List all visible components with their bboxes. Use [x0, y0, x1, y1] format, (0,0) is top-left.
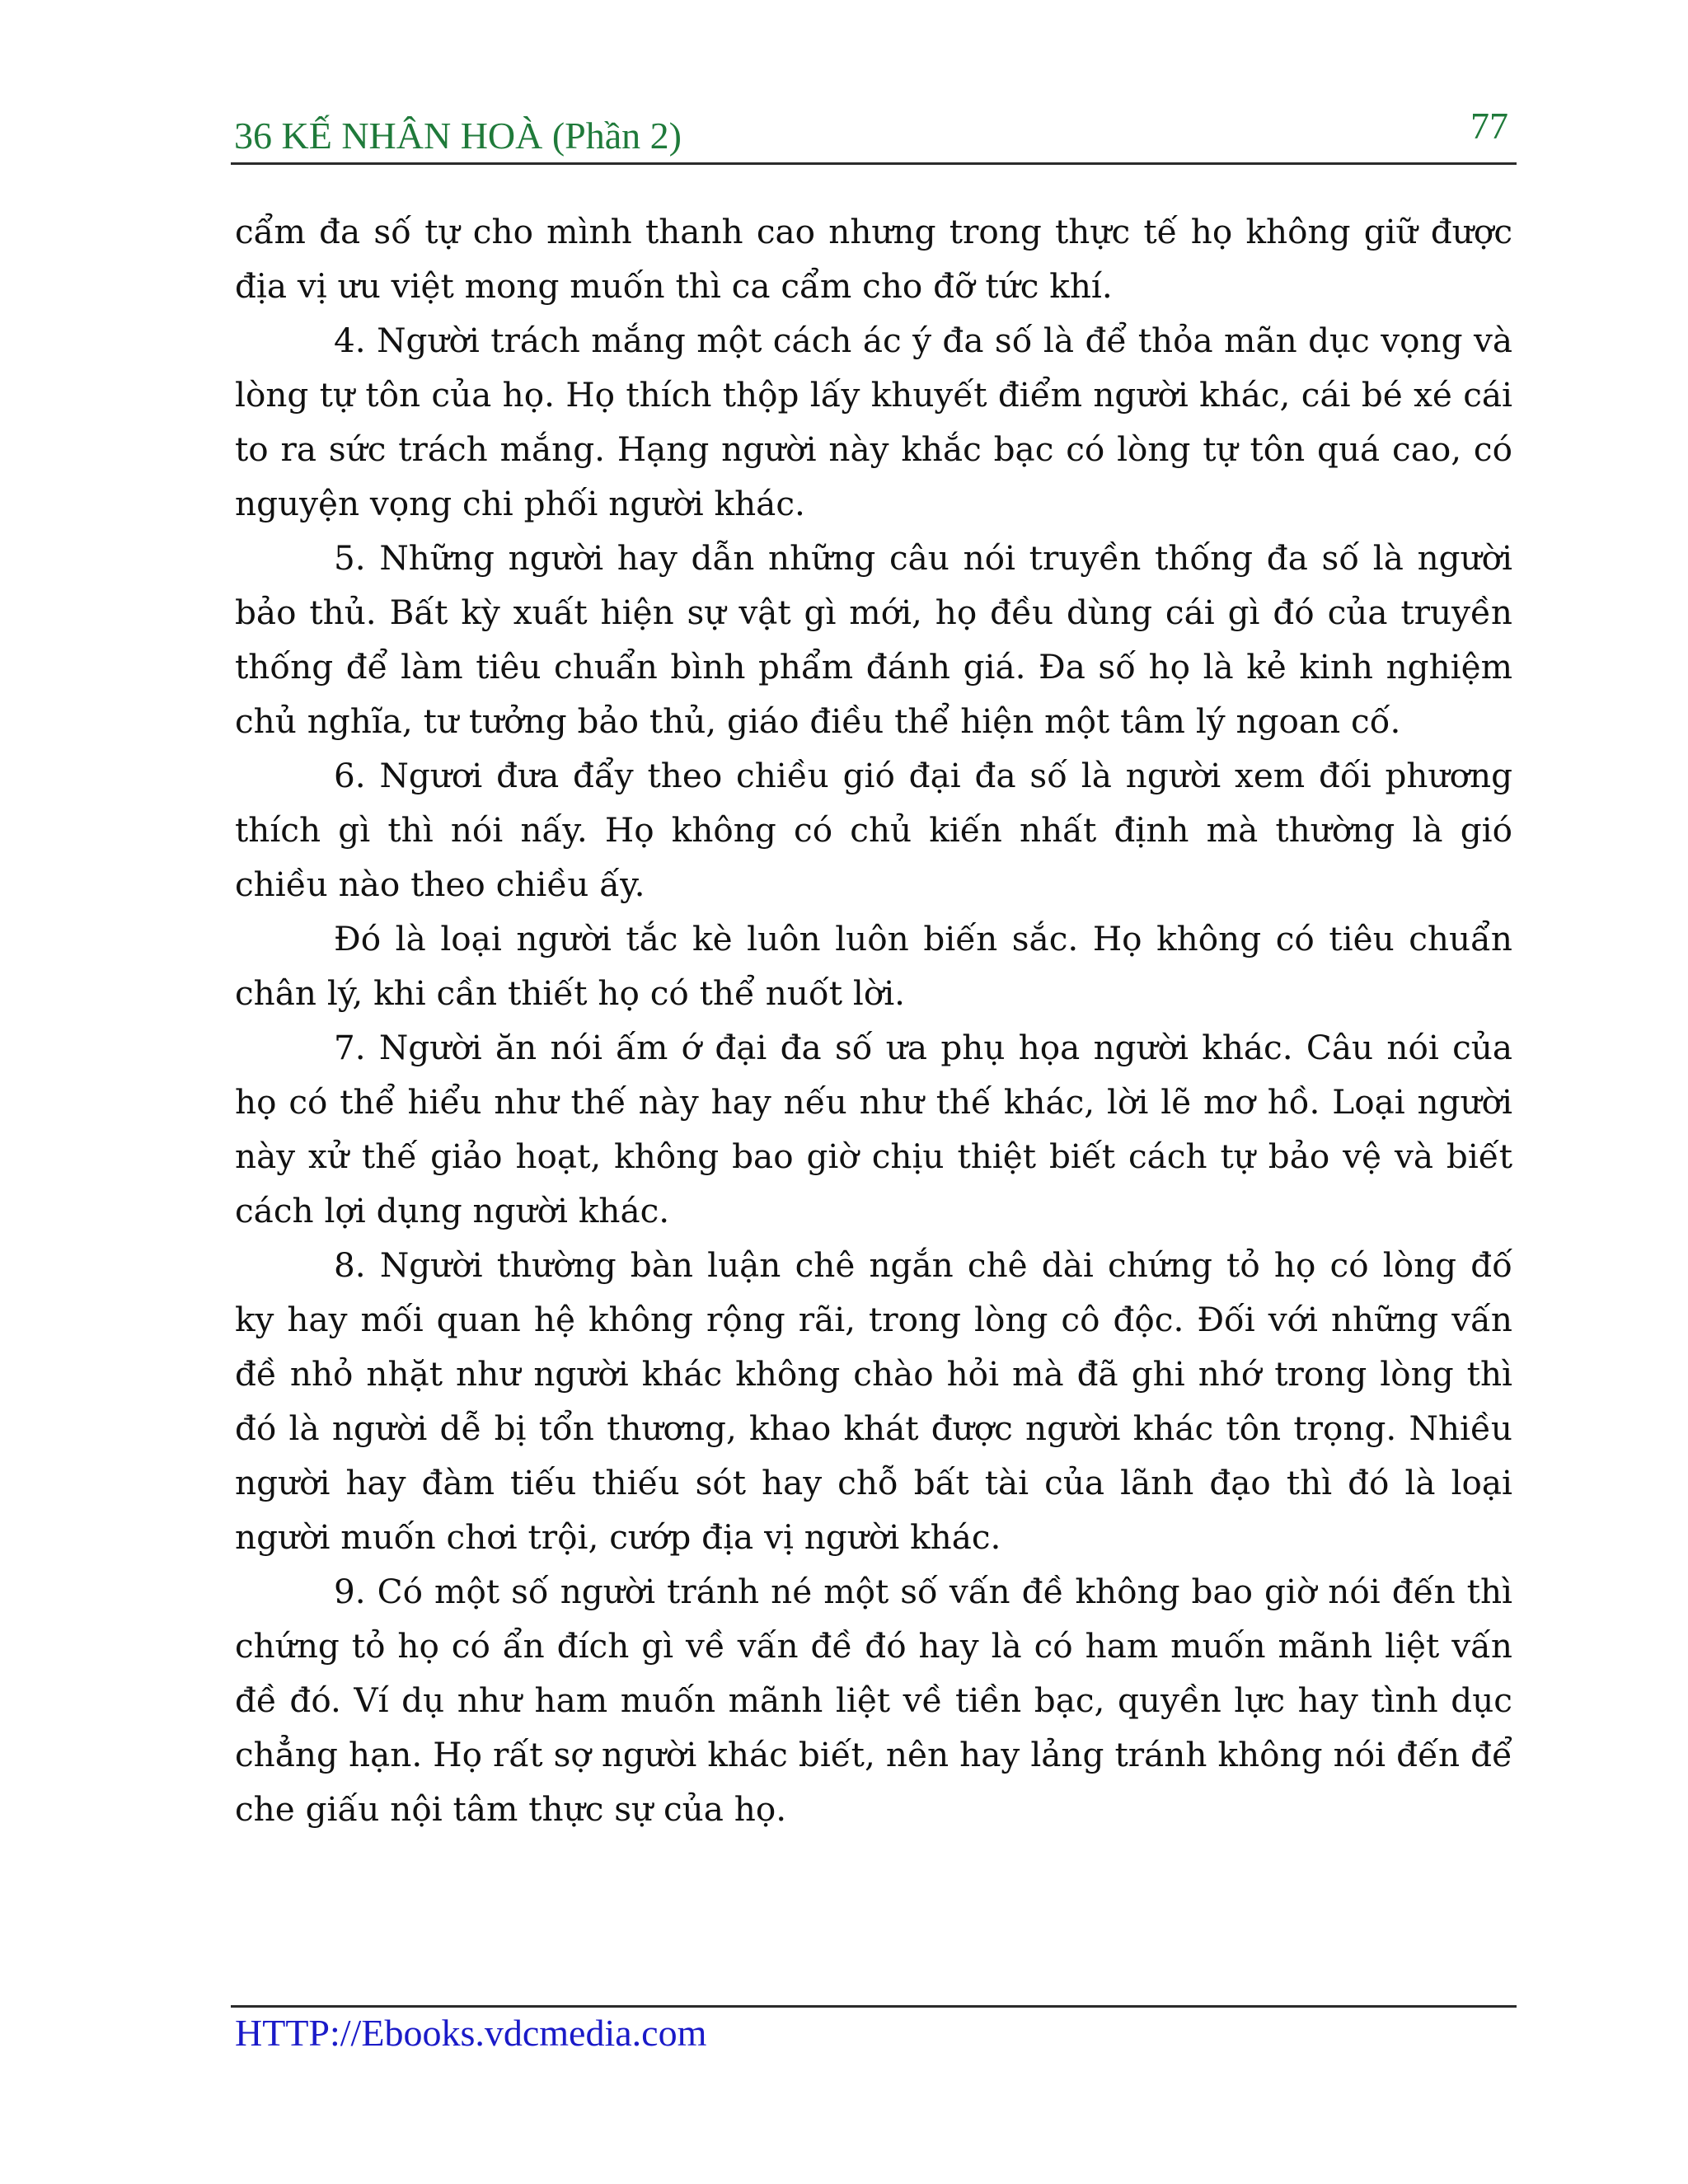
footer-website-link[interactable]: HTTP://Ebooks.vdcmedia.com	[235, 2012, 707, 2054]
paragraph-item-5: 5. Những người hay dẫn những câu nói truyền thống đa số là người bảo thủ. Bất kỳ xuất hiện sự vật gì mới, họ đều dùng cái gì đó của truyền thống để làm tiêu chuẩn bình phẩm đánh giá. Đa số họ là kẻ kinh nghiệm chủ nghĩa, tư tưởng bảo thủ, giáo điều thể hiện một tâm lý ngoan cố.	[235, 538, 1512, 741]
paragraph-item-4: 4. Người trách mắng một cách ác ý đa số là để thỏa mãn dục vọng và lòng tự tôn của họ. Họ thích thộp lấy khuyết điểm người khác, cái bé xé cái to ra sức trách mắng. Hạng người này khắc bạc có lòng tự tôn quá cao, có nguyện vọng chi phối người khác.	[235, 321, 1512, 523]
paragraph-item-8: 8. Người thường bàn luận chê ngắn chê dài chứng tỏ họ có lòng đố ky hay mối quan hệ không rộng rãi, trong lòng cô độc. Đối với những vấn đề nhỏ nhặt như người khác không chào hỏi mà đã ghi nhớ trong lòng thì đó là người dễ bị tổn thương, khao khát được người khác tôn trọng. Nhiều người hay đàm tiếu thiếu sót hay chỗ bất tài của lãnh đạo thì đó là loại người muốn chơi trội, cướp địa vị người khác.	[235, 1245, 1512, 1557]
page-body	[235, 204, 1512, 1836]
paragraph-item-6-note: Đó là loại người tắc kè luôn luôn biến sắc. Họ không có tiêu chuẩn chân lý, khi cần thiết họ có thể nuốt lời.	[235, 919, 1512, 1013]
paragraph-item-6: 6. Ngươi đưa đẩy theo chiều gió đại đa số là người xem đối phương thích gì thì nói nấy. Họ không có chủ kiến nhất định mà thường là gió chiều nào theo chiều ấy.	[235, 756, 1512, 904]
footer-divider	[231, 2005, 1517, 2008]
page-number: 77	[1470, 105, 1508, 147]
paragraph-item-7: 7. Người ăn nói ấm ớ đại đa số ưa phụ họa người khác. Câu nói của họ có thể hiểu như thế này hay nếu như thế khác, lời lẽ mơ hồ. Loại người này xử thế giảo hoạt, không bao giờ chịu thiệt biết cách tự bảo vệ và biết cách lợi dụng người khác.	[235, 1028, 1512, 1230]
paragraph-item-9: 9. Có một số người tránh né một số vấn đề không bao giờ nói đến thì chứng tỏ họ có ẩn đích gì về vấn đề đó hay là có ham muốn mãnh liệt vấn đề đó. Ví dụ như ham muốn mãnh liệt về tiền bạc, quyền lực hay tình dục chẳng hạn. Họ rất sợ người khác biết, nên hay lảng tránh không nói đến để che giấu nội tâm thực sự của họ.	[235, 1572, 1512, 1829]
page-header	[231, 103, 1517, 165]
paragraph-continuation: cẩm đa số tự cho mình thanh cao nhưng trong thực tế họ không giữ được địa vị ưu việt mong muốn thì ca cẩm cho đỡ tức khí.	[235, 212, 1512, 306]
book-title: 36 KẾ NHÂN HOÀ (Phần 2)	[234, 115, 682, 157]
